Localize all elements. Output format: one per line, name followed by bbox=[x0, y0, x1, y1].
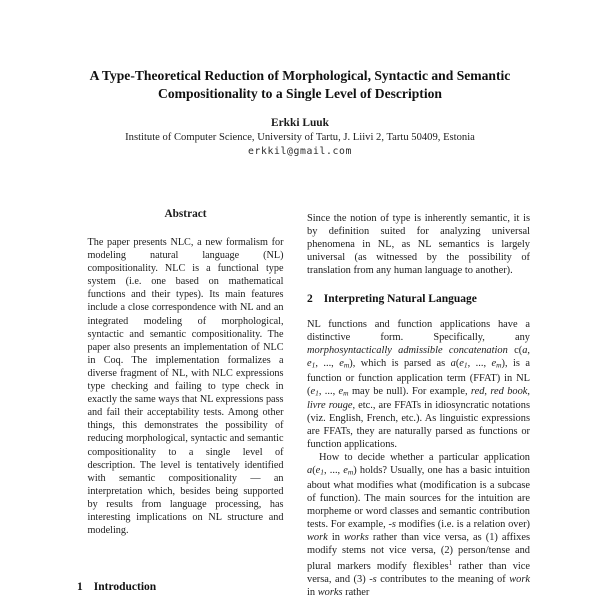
section-title: Interpreting Natural Language bbox=[323, 293, 477, 305]
paper-title-line-2: Compositionality to a Single Level of Description bbox=[158, 85, 442, 101]
paragraph-type-semantic: Since the notion of type is inherently semantic, it is by definition suited for analyzing universal phenomena in NL, as NL semantics is largely universal (as witnessed by the possibility of translation from any human language to another). bbox=[307, 213, 530, 276]
paper-title bbox=[60, 67, 540, 102]
abstract-heading: Abstract bbox=[164, 208, 207, 220]
paragraph-ffat-definition: NL functions and function applications have a distinctive form. Specifically, any morphosyntactically admissible concatenation c(a, e1, ..., em), which is parsed as a(e1, ..., em), is a function or function application term (FFAT) in NL (e1, ..., em may be null). For example, red, red book, livre rouge, etc., are FFATs in idiosyncratic notations (viz. English, French, etc.). As linguistic expressions are FFATs, they are naturally parsed as functions or function applications. bbox=[307, 319, 531, 451]
section-number: 1 bbox=[77, 581, 83, 593]
paper-title-line-1: A Type-Theoretical Reduction of Morphological, Syntactic and Semantic bbox=[89, 68, 511, 84]
author-affiliation: Institute of Computer Science, University of Tartu, J. Liivi 2, Tartu 50409, Estonia bbox=[125, 131, 475, 143]
right-column bbox=[307, 212, 530, 600]
left-column bbox=[75, 208, 296, 600]
paragraph-application-decision: How to decide whether a particular application a(e1, ..., em) holds? Usually, one has a basic intuition about what modifies what (modification is a subcase of function). The main sources for the intuition are morpheme or word classes and semantic contribution tests. For example, -s modifies (i.e. is a relation over) work in works rather than vice versa, as (1) affixes modify stems not vice versa, (2) person/tense and plural markers modify flexibles$^1$ rather than vice versa, and (3) -s contributes to the meaning of work in works rather bbox=[307, 452, 531, 598]
section-heading-interpreting-natural-language bbox=[307, 293, 530, 305]
section-title: Introduction bbox=[93, 581, 157, 593]
author-name: Erkki Luuk bbox=[271, 117, 329, 129]
abstract-paragraph: The paper presents NLC, a new formalism for modeling natural language (NL) compositionality. NLC is a functional type system (i.e. one based on mathematical functions and their types). Its main features include a close correspondence with NL and an integrated modeling of morphological, syntactic and semantic compositionality. The paper also presents an implementation of NLC in Coq. The implementation formalizes a diverse fragment of NL, with NLC expressions type checking and failing to type check in exactly the same ways that NL expressions pass and fail their acceptability tests. Among other things, this demonstrates the possibility of reducing morphological, syntactic and semantic compositionality to a single level of description. The level is tentatively identified with semantic compositionality — an interpretation which, besides being supported by results from language processing, has interesting implications on NL structure and modeling. bbox=[87, 237, 284, 537]
section-heading-introduction bbox=[77, 581, 156, 593]
section-number: 2 bbox=[307, 293, 313, 305]
author-email: erkkil@gmail.com bbox=[248, 146, 352, 157]
